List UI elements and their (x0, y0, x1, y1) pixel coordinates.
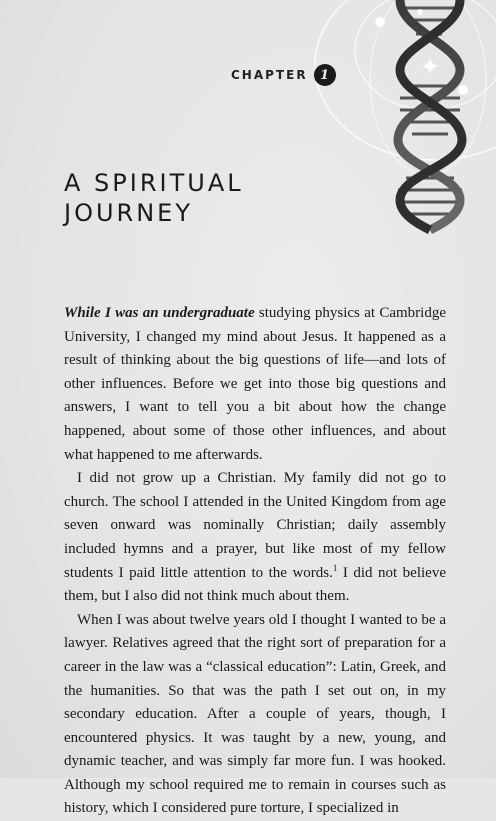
paragraph-lead-in: While I was an undergraduate (64, 305, 255, 321)
paragraph-text: When I was about twelve years old I thought I wanted to be a lawyer. Relatives agreed that the right sort of preparation for a career in the law was a “classical education”: Latin, Greek, and the humanities. So that was the path I set out on, in my secondary education. After a couple of years, though, I encountered physics. It was taught by a new, young, and dynamic teacher, and was simply far more fun. I was hooked. Although my school required me to remain in courses such as history, which I considered pure torture, I specialized in (64, 611, 446, 817)
paragraph-1 (64, 302, 446, 467)
chapter-title-line-1: A SPIRITUAL (64, 169, 244, 197)
dna-helix-icon (300, 0, 496, 230)
chapter-heading (231, 64, 336, 86)
body-text (64, 302, 446, 821)
chapter-number-badge: 1 (314, 64, 336, 86)
paragraph-text: studying physics at Cambridge University, I changed my mind about Jesus. It happened as a result of thinking about the big questions of life—and lots of other influences. Before we get into those big questions and answers, I want to tell you a bit about how the change happened, about some of those other influences, and about what happened to me afterwards. (64, 305, 446, 463)
paragraph-text: I did not believe them, but I also did not think much about them. (64, 564, 446, 605)
footnote-marker[interactable]: 1 (332, 562, 338, 573)
paragraph-text: I did not grow up a Christian. My family did not go to church. The school I attended in the United Kingdom from age seven onward was nominally Christian; daily assembly included hymns and a prayer, but like most of my fellow students I paid little attention to the words. (64, 470, 446, 581)
chapter-title (64, 168, 244, 228)
paragraph-2 (64, 467, 446, 609)
chapter-label: CHAPTER (231, 68, 308, 82)
paragraph-3 (64, 609, 446, 821)
chapter-title-line-2: JOURNEY (64, 199, 193, 227)
